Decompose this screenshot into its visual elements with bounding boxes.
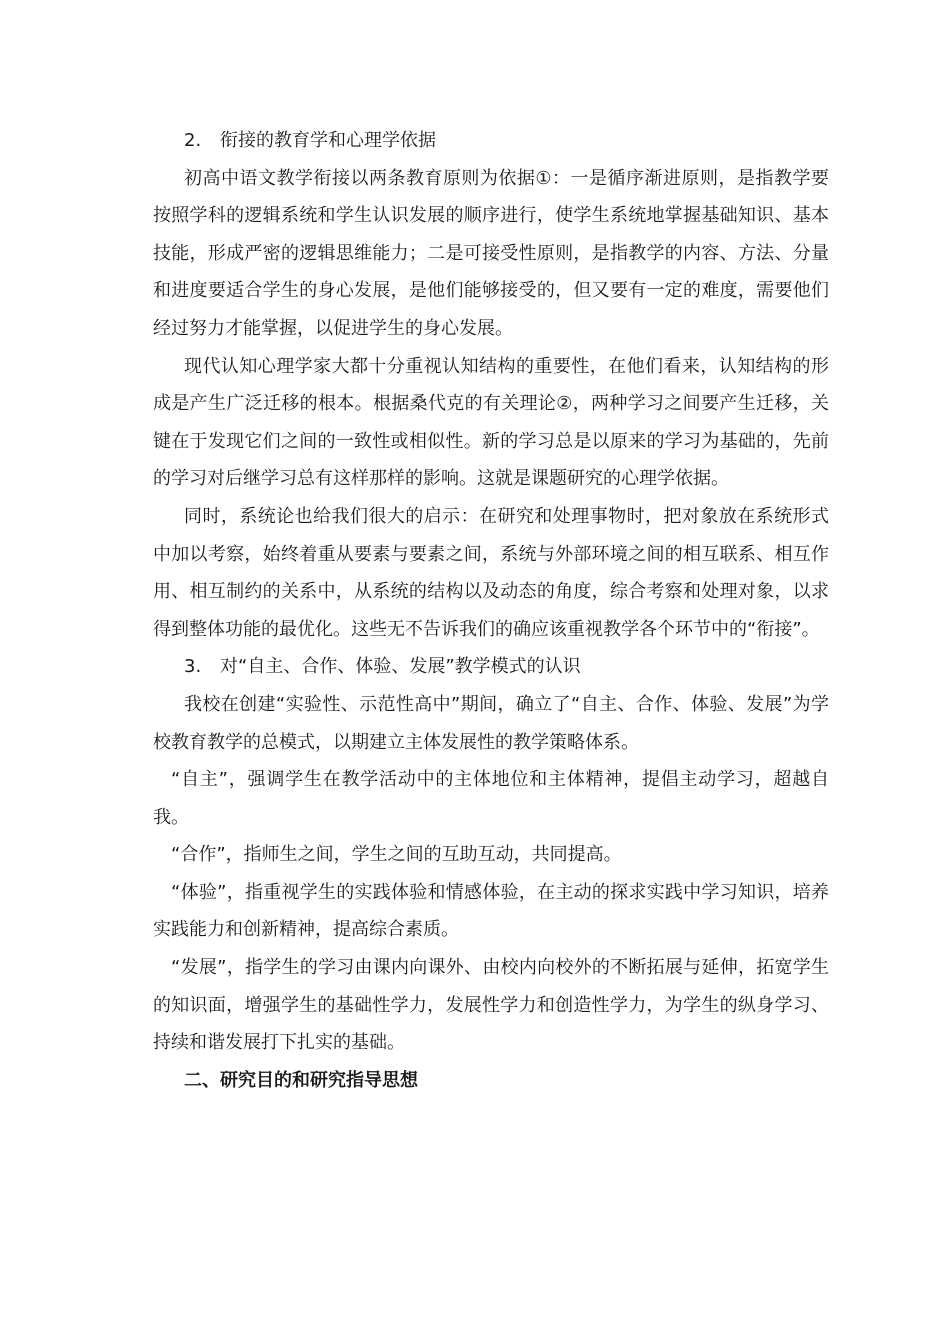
subheading-2-number: 2. <box>184 130 202 151</box>
subheading-3 <box>153 648 829 686</box>
paragraph-development: “发展”，指学生的学习由课内向课外、由校内向校外的不断拓展与延伸，拓宽学生的知识面，增强学生的基础性学力，发展性学力和创造性学力，为学生的纵身学习、持续和谐发展打下扎实的基础。 <box>153 957 829 1054</box>
paragraph-autonomy: “自主”，强调学生在教学活动中的主体地位和主体精神，提倡主动学习，超越自我。 <box>153 769 829 828</box>
paragraph-school-model: 我校在创建“实验性、示范性高中”期间，确立了“自主、合作、体验、发展”为学校教育教学的总模式，以期建立主体发展性的教学策略体系。 <box>153 693 829 753</box>
section-2-title: 二、研究目的和研究指导思想 <box>184 1069 418 1091</box>
paragraph-cooperation: “合作”，指师生之间，学生之间的互助互动，共同提高。 <box>171 844 622 866</box>
document-body <box>153 122 829 1099</box>
paragraph-education-principles: 初高中语文教学衔接以两条教育原则为依据①：一是循序渐进原则，是指教学要按照学科的逻辑系统和学生认识发展的顺序进行，使学生系统地掌握基础知识、基本技能，形成严密的逻辑思维能力；二是可接受性原则，是指教学的内容、方法、分量和进度要适合学生的身心发展，是他们能够接受的，但又要有一定的难度，需要他们经过努力才能掌握，以促进学生的身心发展。 <box>153 167 829 339</box>
paragraph-experience: “体验”，指重视学生的实践体验和情感体验，在主动的探求实践中学习知识，培养实践能力和创新精神，提高综合素质。 <box>153 881 829 941</box>
subheading-3-title: 对“自主、合作、体验、发展”教学模式的认识 <box>220 656 581 678</box>
paragraph-cognitive-psychology: 现代认知心理学家大都十分重视认知结构的重要性，在他们看来，认知结构的形成是产生广泛迁移的根本。根据桑代克的有关理论②，两种学习之间要产生迁移，关键在于发现它们之间的一致性或相似性。新的学习总是以原来的学习为基础的，先前的学习对后继学习总有这样那样的影响。这就是课题研究的心理学依据。 <box>153 355 829 490</box>
subheading-2 <box>153 122 829 160</box>
paragraph-systems-theory: 同时，系统论也给我们很大的启示：在研究和处理事物时，把对象放在系统形式中加以考察，始终着重从要素与要素之间，系统与外部环境之间的相互联系、相互作用、相互制约的关系中，从系统的结构以及动态的角度，综合考察和处理对象，以求得到整体功能的最优化。这些无不告诉我们的确应该重视教学各个环节中的“衔接”。 <box>153 505 829 640</box>
subheading-2-title: 衔接的教育学和心理学依据 <box>220 130 436 151</box>
subheading-3-number: 3. <box>184 656 202 678</box>
